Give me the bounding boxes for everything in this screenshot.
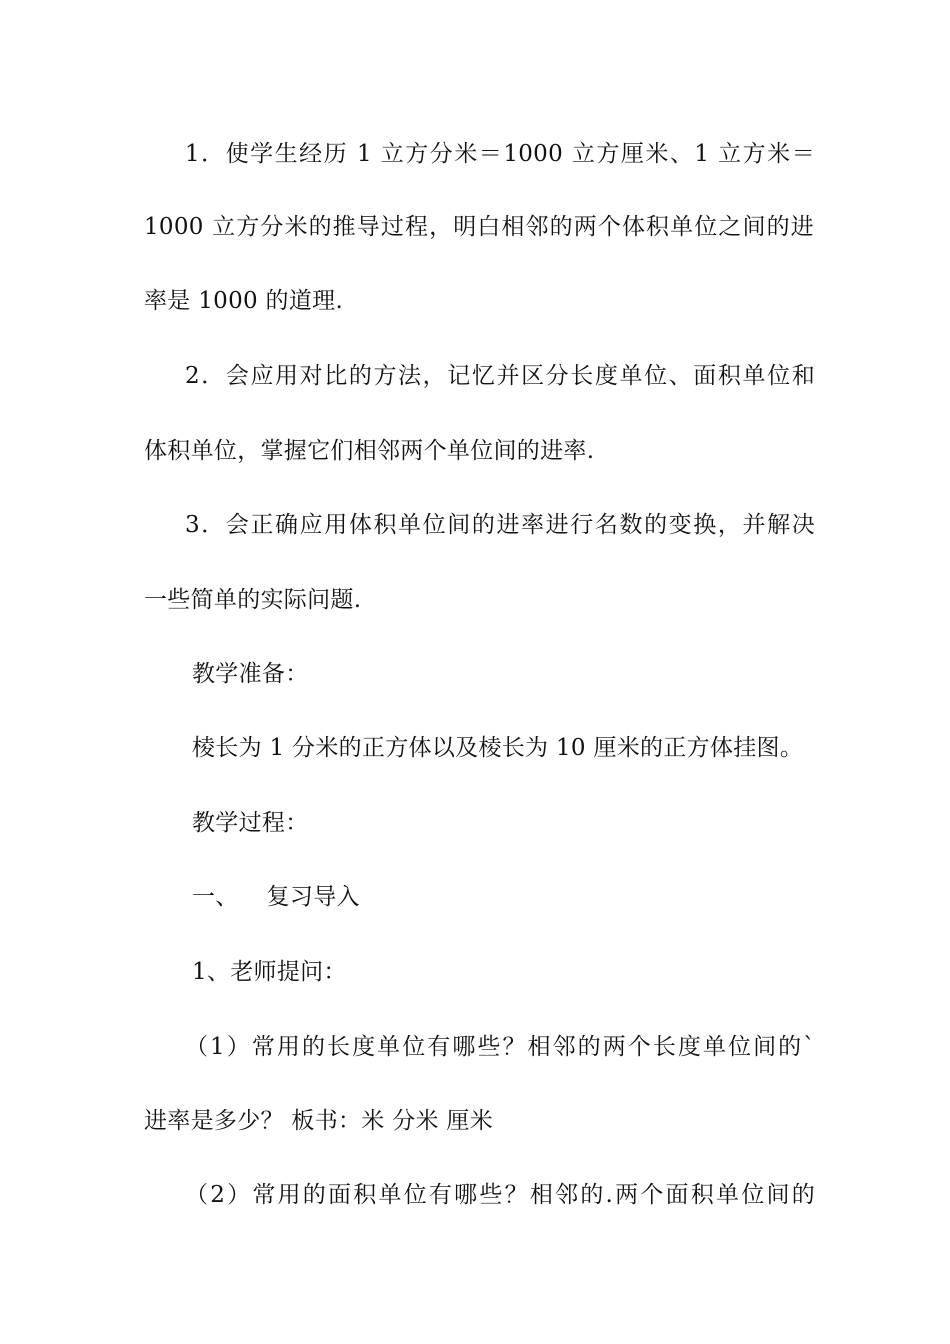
question-1-line-1: （1）常用的长度单位有哪些？相邻的两个长度单位间的` (185, 1034, 815, 1060)
objective-2-line-2: 体积单位，掌握它们相邻两个单位间的进率. (144, 438, 595, 464)
process-heading: 教学过程： (192, 810, 309, 836)
preparation-heading: 教学准备： (192, 661, 309, 687)
section-one-number: 一、 (192, 884, 239, 910)
question-1-line-2: 进率是多少？ 板书：米 分米 厘米 (144, 1108, 494, 1134)
preparation-text: 棱长为 1 分米的正方体以及棱长为 10 厘米的正方体挂图。 (192, 735, 804, 761)
teacher-question-label: 1、老师提问： (192, 959, 347, 985)
objective-3-line-1: 3．会正确应用体积单位间的进率进行名数的变换，并解决 (185, 512, 815, 538)
objective-3-line-2: 一些简单的实际问题. (144, 587, 362, 613)
objective-1-line-1: 1．使学生经历 1 立方分米＝1000 立方厘米、1 立方米＝ (185, 141, 815, 167)
section-one-title: 复习导入 (266, 884, 360, 910)
question-2-line-1: （2）常用的面积单位有哪些？相邻的.两个面积单位间的 (185, 1182, 815, 1208)
objective-2-line-1: 2．会应用对比的方法，记忆并区分长度单位、面积单位和 (185, 363, 815, 389)
objective-1-line-2: 1000 立方分米的推导过程，明白相邻的两个体积单位之间的进 (144, 214, 814, 240)
section-one-heading (192, 882, 814, 912)
objective-1-line-3: 率是 1000 的道理. (144, 288, 344, 314)
